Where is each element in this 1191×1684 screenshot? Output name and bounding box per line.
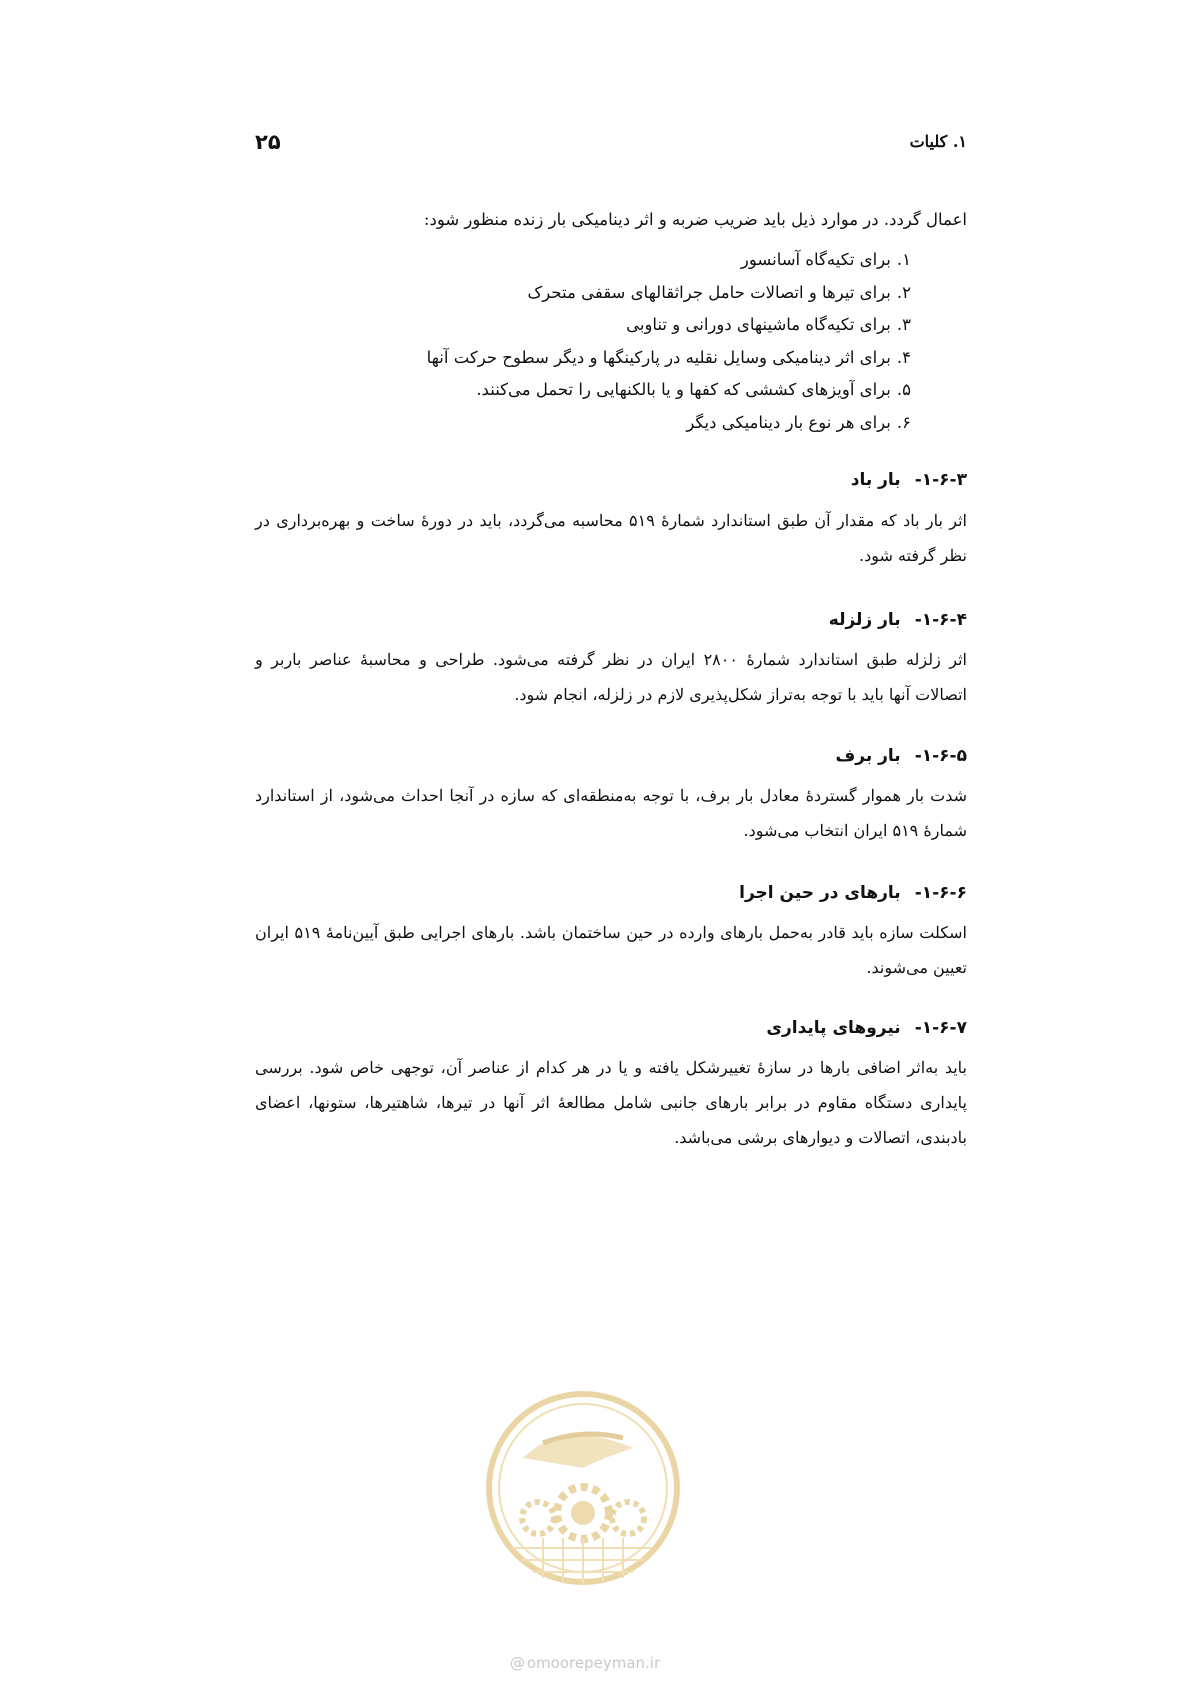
list-item: ۲.برای تیرها و اتصالات حامل جراثقالهای سقفی متحرک xyxy=(527,282,911,302)
watermark-logo-icon xyxy=(483,1388,683,1588)
section-title: بار زلزله xyxy=(828,610,901,630)
list-item: ۶.برای هر نوع بار دینامیکی دیگر xyxy=(686,412,911,432)
section-number: ۱-۶-۴- xyxy=(914,610,967,630)
section-heading-snow xyxy=(836,746,968,766)
section-body-earthquake: اثر زلزله طبق استاندارد شمارهٔ ۲۸۰۰ ایران در نظر گرفته می‌شود. طراحی و محاسبهٔ عناصر باربر و اتصالات آنها باید با توجه به‌تراز شکل‌پذیری لازم در زلزله، انجام شود. xyxy=(255,650,968,704)
section-title: بارهای در حین اجرا xyxy=(739,883,901,903)
section-body-snow: شدت بار هموار گستردهٔ معادل بار برف، با توجه به‌منطقه‌ای که سازه در آنجا احداث می‌شود، از استاندارد شمارهٔ ۵۱۹ ایران انتخاب می‌شود. xyxy=(255,786,968,840)
list-item: ۱.برای تکیه‌گاه آسانسور xyxy=(740,250,911,269)
section-heading-construction-loads xyxy=(739,883,967,903)
section-number: ۱-۶-۵- xyxy=(914,746,967,766)
page-header xyxy=(255,130,967,160)
intro-paragraph: اعمال گردد. در موارد ذیل باید ضریب ضربه و اثر دینامیکی بار زنده منظور شود: xyxy=(423,210,967,229)
section-title: نیروهای پایداری xyxy=(766,1018,901,1038)
watermark-url: @ omoorepeyman.ir xyxy=(509,1654,661,1672)
section-body-wind: اثر بار باد که مقدار آن طبق استاندارد شمارهٔ ۵۱۹ محاسبه می‌گردد، باید در دورهٔ ساخت و بهره‌برداری در نظر گرفته شود. xyxy=(255,511,967,565)
chapter-title: ۱. کلیات xyxy=(909,132,967,151)
section-body-stability: باید به‌اثر اضافی بارها در سازهٔ تغییرشکل یافته و یا در هر کدام از عناصر آن، توجهی خاص شود. بررسی پایداری دستگاه مقاوم در برابر بارهای جانبی شامل مطالعهٔ اثر آنها در تیرها، شاهتیرها، ستونها، اعضای بادبندی، اتصالات و دیوارهای برشی می‌باشد. xyxy=(255,1058,967,1147)
section-title: بار برف xyxy=(835,746,901,766)
dynamic-load-list xyxy=(427,244,911,439)
section-number: ۱-۶-۳- xyxy=(914,470,967,490)
list-item: ۵.برای آویزهای کششی که کفها و یا بالکنهایی را تحمل می‌کنند. xyxy=(476,380,911,399)
section-body-construction-loads: اسکلت سازه باید قادر به‌حمل بارهای وارده در حین ساختمان باشد. بارهای اجرایی طبق آیین‌نامهٔ ۵۱۹ ایران تعیین می‌شوند. xyxy=(255,923,967,977)
section-heading-stability xyxy=(766,1018,967,1038)
section-heading-wind xyxy=(851,470,967,490)
section-title: بار باد xyxy=(850,470,901,490)
page-number: ۲۵ xyxy=(255,130,281,154)
section-number: ۱-۶-۶- xyxy=(914,883,967,903)
list-item: ۳.برای تکیه‌گاه ماشینهای دورانی و تناوبی xyxy=(626,315,911,334)
at-icon: @ xyxy=(509,1654,525,1672)
section-number: ۱-۶-۷- xyxy=(914,1018,967,1038)
list-item: ۴.برای اثر دینامیکی وسایل نقلیه در پارکینگها و دیگر سطوح حرکت آنها xyxy=(426,347,911,367)
section-heading-earthquake xyxy=(829,610,967,630)
